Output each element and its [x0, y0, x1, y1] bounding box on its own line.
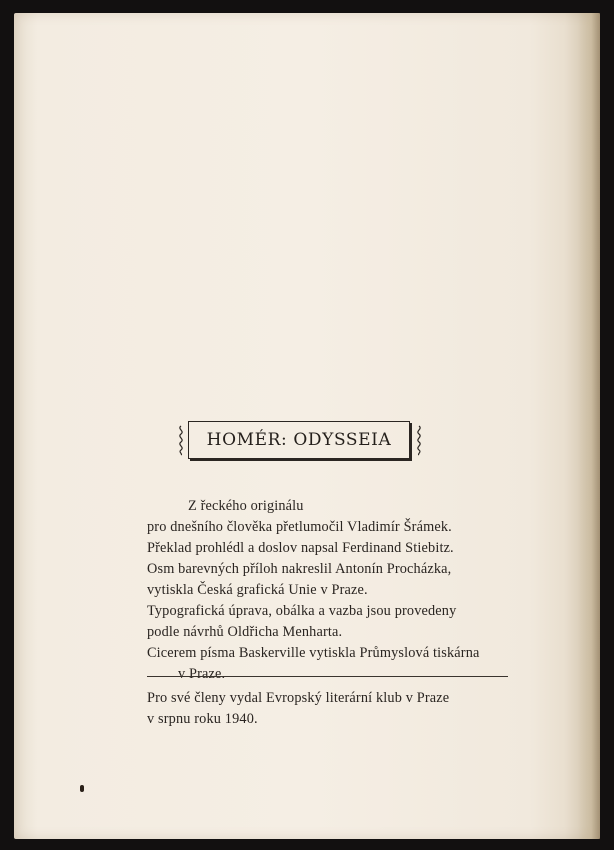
colophon-line: podle návrhů Oldřicha Menharta. — [147, 624, 343, 640]
book-title: HOMÉR: ODYSSEIA — [206, 430, 392, 450]
colophon-line: Typografická úprava, obálka a vazba jsou provedeny — [147, 603, 457, 619]
colophon-line: pro dnešního člověka přetlumočil Vladimír Šrámek. — [147, 519, 452, 535]
colophon-line: vytiskla Česká grafická Unie v Praze. — [147, 582, 368, 598]
colophon-line: v Praze. — [178, 666, 226, 682]
colophon-line: Z řeckého originálu — [188, 498, 304, 514]
ink-speck — [80, 785, 84, 792]
left-ornament-icon — [175, 424, 187, 456]
title-frame — [188, 421, 410, 459]
colophon-line: Osm barevných příloh nakreslil Antonín Procházka, — [147, 561, 452, 577]
colophon-line: Cicerem písma Baskerville vytiskla Průmyslová tiskárna — [147, 645, 480, 661]
colophon-line: Překlad prohlédl a doslov napsal Ferdinand Stiebitz. — [147, 540, 454, 556]
divider — [147, 676, 508, 677]
right-ornament-icon — [413, 424, 425, 456]
publisher-line: v srpnu roku 1940. — [147, 711, 258, 727]
page-edge-shadow — [578, 13, 600, 839]
publisher-line: Pro své členy vydal Evropský literární klub v Praze — [147, 690, 450, 706]
